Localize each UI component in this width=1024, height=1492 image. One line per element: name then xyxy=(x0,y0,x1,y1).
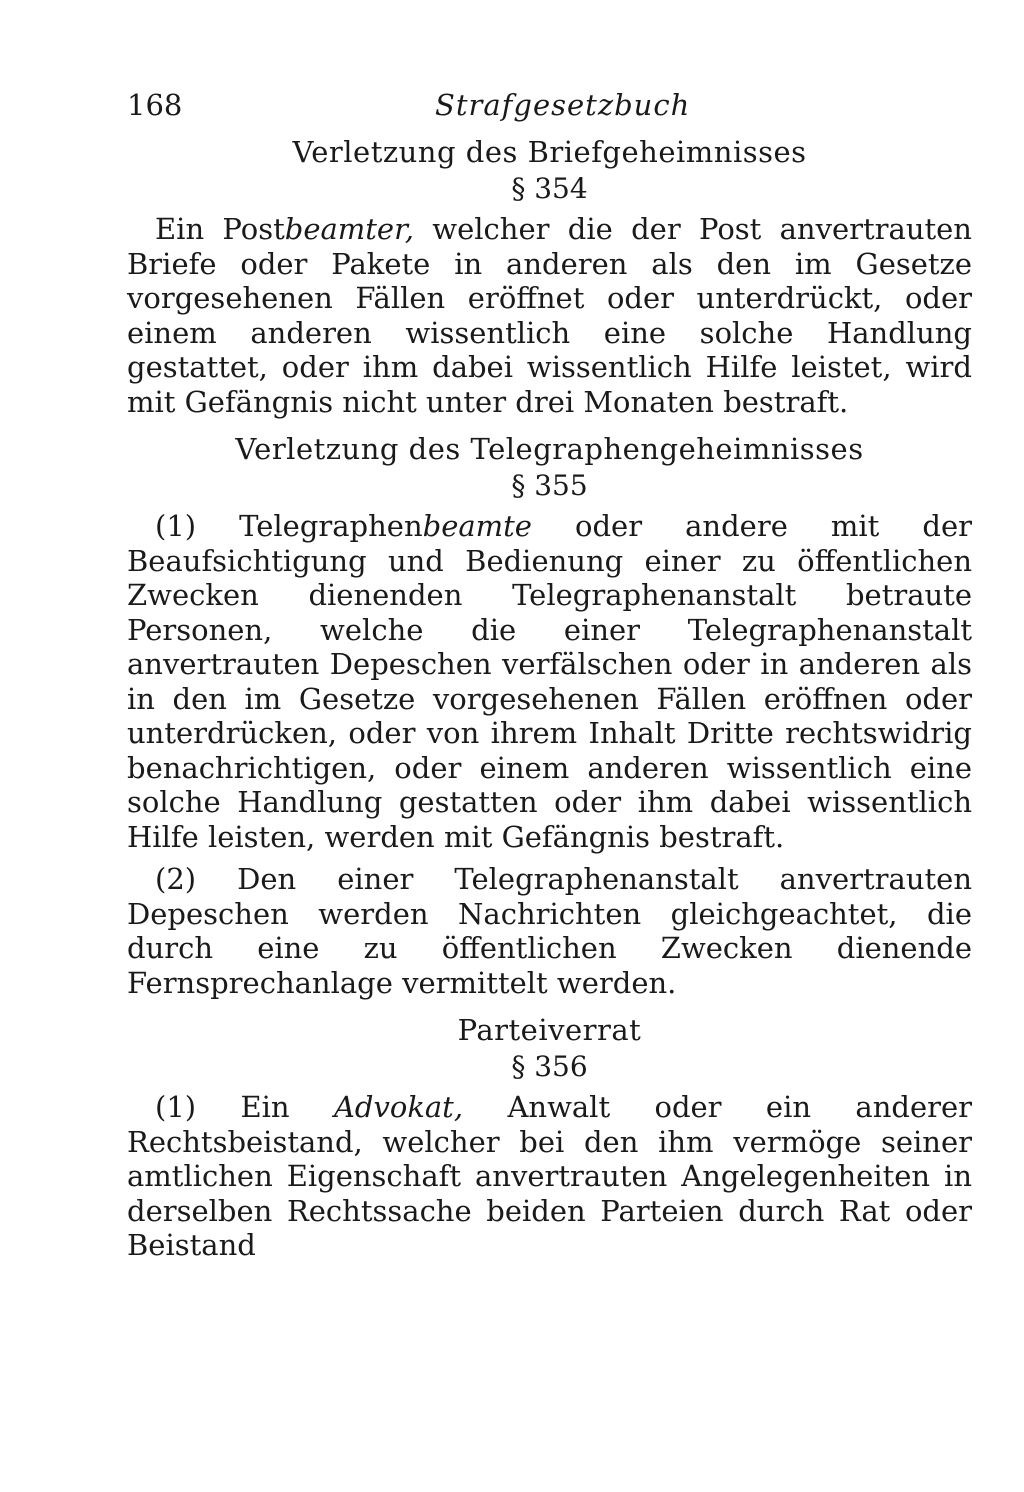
paragraph-text: (2) Den einer Telegraphenanstalt anvertrauten Depeschen werden Nachrichten gleichgeachtet, die durch eine zu öffentlichen Zwecken dienende Fernsprechanlage vermittelt werden. xyxy=(127,862,972,1000)
page-number: 168 xyxy=(127,88,183,122)
paragraph-text: (1) Ein xyxy=(155,1090,334,1124)
emphasized-term: Advokat, xyxy=(333,1090,464,1124)
section-356 xyxy=(127,1012,972,1263)
page-header xyxy=(127,88,972,134)
body-paragraph xyxy=(127,1090,972,1263)
paragraph-number: § 356 xyxy=(511,1050,588,1083)
section-354 xyxy=(127,134,972,419)
section-title: Parteiverrat xyxy=(457,1013,642,1047)
paragraph-number: § 355 xyxy=(511,469,588,502)
document-page xyxy=(127,88,972,1271)
section-title: Verletzung des Telegraphengeheimnisses xyxy=(235,432,864,466)
emphasized-term: beamter, xyxy=(284,212,414,246)
paragraph-text: Ein Post xyxy=(155,212,285,246)
emphasized-term: beamte xyxy=(422,509,532,543)
section-title: Verletzung des Briefgeheimnisses xyxy=(292,135,807,169)
running-title: Strafgesetzbuch xyxy=(435,88,691,122)
paragraph-text: welcher die der Post anvertrauten Briefe oder Pakete in anderen als den im Gesetze vorgesehenen Fällen eröffnet oder unterdrückt, oder einem anderen wissentlich eine solche Handlung gestattet, oder ihm dabei wissentlich Hilfe leistet, wird mit Gefängnis nicht unter drei Monaten bestraft. xyxy=(127,212,972,419)
section-355 xyxy=(127,431,972,1000)
paragraph-text: (1) Telegraphen xyxy=(155,509,423,543)
paragraph-text: oder andere mit der Beaufsichtigung und Bedienung einer zu öffentlichen Zwecken dienenden Telegraphenanstalt betraute Personen, welche die einer Telegraphenanstalt anvertrauten Depeschen verfälschen oder in anderen als in den im Gesetze vorgesehenen Fällen eröffnen oder unterdrücken, oder von ihrem Inhalt Dritte rechtswidrig benachrichtigen, oder einem anderen wissentlich eine solche Handlung gestatten oder ihm dabei wissentlich Hilfe leisten, werden mit Gefängnis bestraft. xyxy=(127,509,972,854)
body-paragraph xyxy=(127,862,972,1000)
paragraph-text: Anwalt oder ein anderer Rechtsbeistand, welcher bei den ihm vermöge seiner amtlichen Eigenschaft anvertrauten Angelegenheiten in derselben Rechtssache beiden Parteien durch Rat oder Beistand xyxy=(127,1090,972,1262)
body-paragraph xyxy=(127,509,972,854)
paragraph-number: § 354 xyxy=(511,172,588,205)
body-paragraph xyxy=(127,212,972,419)
